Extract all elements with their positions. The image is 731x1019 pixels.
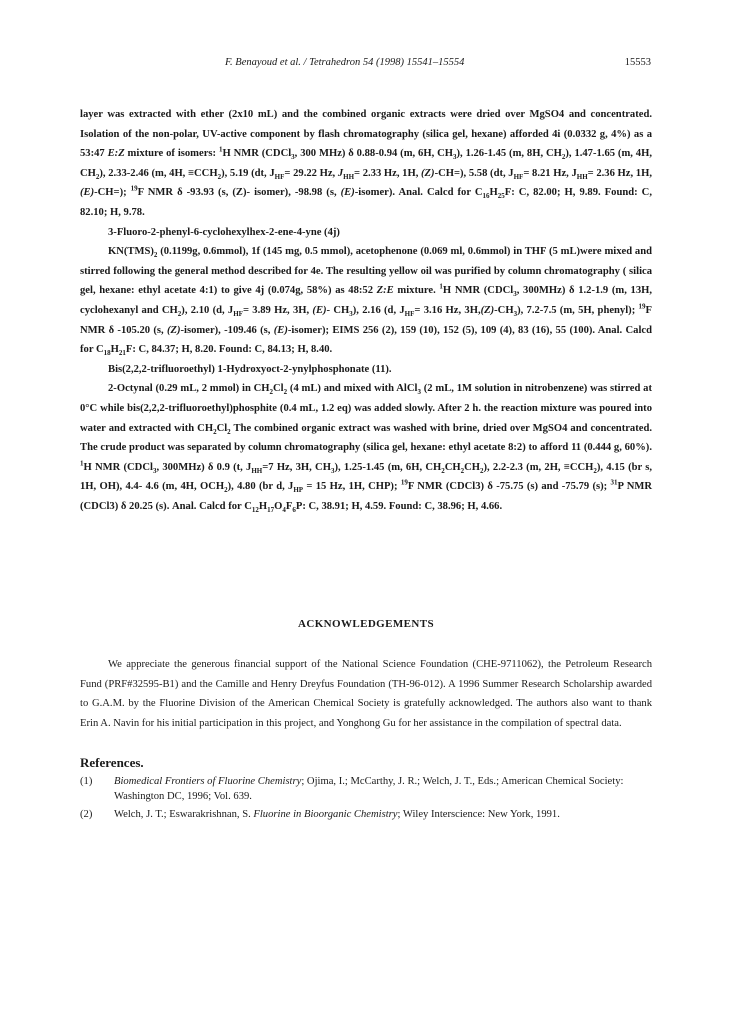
text-run: ), 2.10 (d, J [181, 304, 234, 316]
text-run: 2-Octynal (0.29 mL, 2 mmol) in CH [108, 383, 270, 395]
paragraph-4j [80, 242, 652, 360]
page-number: 15553 [624, 57, 651, 68]
text-run: (0.444 g, 60%). [581, 442, 652, 454]
isomer-label: (E) [80, 187, 95, 199]
text-run: -CH=), 5.58 (dt, J [434, 167, 514, 179]
acknowledgements-text: We appreciate the generous financial support of the National Science Foundation (CHE-9711062), the Petroleum Research Fund (PRF#32595-B1) and the Camille and Henry Dreyfus Foundation (TH-96-012). A 1996 Summer Research Scholarship awarded to G.A.M. by the Fluorine Division of the American Chemical Society is gratefully acknowledged. The authors also want to thank Erin A. Navin for his initial participation in this project, and Yonghong Gu for her assistance in the compilation of spectral data. [80, 659, 652, 729]
text-run: O [274, 500, 283, 512]
isomer-ratio: E:Z [107, 148, 125, 160]
reference-number: (2) [80, 809, 93, 820]
text-run: mixture of isomers: [124, 148, 219, 160]
reference-authors: Welch, J. T.; Eswarakrishnan, S. [114, 809, 254, 820]
text-run: chromatography (silica gel, hexane: ethyl acetate 8:2) to afford [284, 442, 572, 454]
text-run: 4.6 (m, 4H, OCH [145, 481, 225, 493]
text-run: After 2 h. the reaction mixture was poured into water and extracted with CH [80, 402, 652, 434]
text-run: (0.0332 g, 4%) as a 53:47 [80, 128, 652, 160]
text-run: The combined organic extract [230, 422, 371, 434]
subscript: 2 [283, 388, 288, 397]
text-run: , 300MHz) δ [156, 461, 214, 473]
text-run: CH [464, 461, 481, 473]
subscript: 2 [269, 388, 274, 397]
compound-title-11: Bis(2,2,2-trifluoroethyl) 1-Hydroxyoct-2-ynylphosphonate (11). [108, 363, 392, 375]
subscript: 3 [291, 153, 295, 162]
subscript: 2 [153, 251, 158, 260]
text-run: ), 5.19 (dt, J [221, 167, 275, 179]
text-run: CH [437, 148, 454, 160]
page-header [80, 57, 651, 73]
subscript: 2 [177, 310, 182, 319]
subscript: 3 [152, 466, 157, 475]
subscript: 2 [213, 427, 217, 436]
isomer-ratio: Z:E [376, 285, 394, 297]
text-run: H [258, 500, 268, 512]
text-run: (0.074g, 58%) as 48:52 [264, 285, 377, 297]
text-run: ), 1.26-1.45 (m, 8H, CH [456, 148, 562, 160]
text-run: nitrobenzene) was stirred at 0°C while bis(2,2,2-trifluoroethyl)phosphite (0.4 mL, 1.2 eq) was added slowly. [80, 383, 653, 414]
text-run: (CDCl3) δ 20.25 (s). Anal. Calcd for C [80, 500, 252, 512]
text-run: = 2.36 Hz, 1H, [587, 167, 652, 179]
text-run: -isomer). Anal. Calcd for C [354, 187, 483, 199]
text-run: -CH=); [94, 187, 131, 199]
subscript: 25 [497, 192, 505, 201]
running-title: F. Benayoud et al. / Tetrahedron 54 (1998) 15541–15554 [225, 57, 465, 68]
text-run: -isomer); EIMS 256 (2), 159 (10), 152 (5), 109 (4), 83 (16), 55 (100). Anal. Calcd for C [80, 324, 652, 356]
isomer-label: (Z) [167, 324, 181, 336]
text-run: F [285, 500, 293, 512]
compound-label: 11 [571, 442, 582, 454]
text-run: H [110, 344, 119, 356]
text-run: ), 2.2-2.3 (m, 2H, ≡CCH [483, 461, 594, 473]
subscript: HP [293, 486, 304, 495]
isomer-label: (E) [273, 324, 288, 336]
text-line: layer was extracted with ether (2x10 mL) and the combined organic extracts were dried over MgSO4 and [80, 109, 586, 120]
text-run: , 300MHz) δ 1.2-1.9 (m, 13H, cyclohexanyl and CH [80, 285, 653, 316]
text-run: CH [333, 304, 350, 316]
compound-title-4j: 3-Fluoro-2-phenyl-6-cyclohexylhex-2-ene-4-yne (4j) [108, 226, 340, 238]
text-run: F NMR (CDCl3) δ -75.75 (s) and -75.79 (s); [407, 481, 611, 493]
compound-label: 4j [255, 285, 265, 297]
text-run: =7 Hz, 3H, CH [262, 461, 331, 473]
subscript: 2 [561, 153, 566, 162]
text-run: Cl [273, 383, 284, 395]
text-run: P: C, 38.91; H, 4.59. Found: C, 38.96; H, 4.66. [295, 500, 503, 512]
text-run: = 29.22 Hz, [284, 167, 336, 179]
text-run: = 3.16 Hz, 3H, [414, 304, 481, 316]
text-run: KN(TMS) [108, 246, 154, 258]
text-run: H [489, 187, 498, 199]
subscript: 2 [224, 486, 228, 495]
text-run: F NMR δ -93.93 (s, (Z)- [137, 187, 251, 199]
text-run: (0.1199g, 0.6mmol), [157, 246, 252, 258]
subscript: 3 [453, 153, 457, 162]
superscript: 19 [638, 302, 646, 311]
reference-details: ; Wiley Interscience: New York, 1991. [397, 809, 560, 820]
reference-title: Biomedical Frontiers of Fluorine Chemistry [114, 776, 302, 787]
subscript: 3 [513, 310, 518, 319]
subscript: 2 [227, 427, 231, 436]
subscript: 17 [267, 505, 275, 514]
subscript: 3 [417, 388, 421, 397]
text-run: F NMR δ -105.20 (s, [80, 304, 652, 336]
isomer-label: (E) [312, 304, 327, 316]
superscript: 31 [610, 478, 618, 487]
compound-label: 4i [552, 128, 561, 140]
reference-title: Fluorine in Bioorganic Chemistry [253, 809, 398, 820]
text-run: H NMR (CDCl [83, 461, 153, 473]
compound-label: 4e [310, 265, 321, 277]
subscript: 2 [480, 466, 484, 475]
text-run: -isomer), -109.46 [180, 324, 257, 336]
text-run: F: C, 82.00; H, 9.89. Found: C, 82.10; H, 9.78. [80, 187, 652, 218]
text-run: (145 mg, 0.5 mmol), acetophenone (0.069 ml, 0.6mmol) in THF (5 [260, 246, 558, 258]
text-run: ), 2.33-2.46 (m, 4H, ≡CCH [99, 167, 218, 179]
subscript: HH [576, 172, 588, 181]
subscript: 16 [482, 192, 490, 201]
subscript: 3 [513, 290, 517, 299]
text-run: = 8.21 Hz, J [523, 167, 577, 179]
text-run: . The resulting yellow oil was purified [320, 265, 491, 277]
compound-label: 1f [251, 246, 261, 258]
superscript: 1 [218, 145, 223, 154]
text-run: was washed with brine, dried over MgSO4 and concentrated. The crude product was separated by column [80, 422, 652, 454]
text-run: mL)were mixed and stirred following the general method described for [80, 246, 653, 277]
subscript: HF [274, 172, 285, 181]
isomer-label: (Z) [480, 304, 495, 316]
text-run: ), 7.2-7.5 (m, 5H, phenyl); [517, 304, 639, 316]
subscript: 2 [95, 172, 100, 181]
subscript: 21 [118, 349, 126, 358]
text-run: F: C, 84.37; [125, 344, 179, 356]
text-run: ), 1.25-1.45 (m, 6H, CH [334, 461, 442, 473]
text-run: , 300 MHz) δ 0.88-0.94 (m, 6H, [294, 148, 435, 160]
subscript: 4 [282, 505, 286, 514]
acknowledgements-heading: ACKNOWLEDGEMENTS [298, 618, 434, 630]
subscript: 3 [349, 310, 353, 319]
text-run: isomer), -98.98 (s, [254, 187, 341, 199]
subscript: 6 [292, 505, 296, 514]
text-run: H, 8.20. Found: C, 84.13; H, 8.40. [181, 344, 333, 356]
experimental-body [80, 105, 652, 516]
text-run: Cl [216, 422, 228, 434]
references-list [80, 775, 652, 827]
reference-item [80, 775, 652, 804]
text-run: -CH [494, 304, 514, 316]
text-run: ), 4.15 (br s, 1H, OH), 4.4- [80, 461, 652, 493]
subscript: HH [251, 466, 263, 475]
subscript: 12 [251, 505, 259, 514]
reference-number: (1) [80, 776, 93, 787]
text-run: by column chromatography ( silica gel, hexane: ethyl acetate 4:1) to give [80, 265, 653, 297]
subscript: 18 [103, 349, 111, 358]
superscript: 1 [439, 282, 443, 291]
text-run: ), 1.47-1.65 (m, 4H, CH [80, 148, 652, 179]
subscript: 2 [460, 466, 465, 475]
subscript: 2 [593, 466, 597, 475]
text-run: = 15 Hz, 1H, CHP); [303, 481, 401, 493]
paragraph-4i [80, 105, 652, 223]
text-run: (2 mL, 1M solution in [420, 383, 523, 395]
subscript: HH [343, 172, 355, 181]
subscript: HF [233, 310, 243, 319]
superscript: 1 [80, 459, 84, 468]
reference-details: ; Ojima, I.; McCarthy, J. R.; Welch, J. T., Eds.; American Chemical Society: Washington DC, 1996; Vol. 639. [114, 776, 624, 802]
text-run: H NMR (CDCl [222, 148, 292, 160]
text-run: 0.9 (t, J [216, 461, 252, 473]
text-line: concentrated. Isolation of the non-polar, UV-active component by flash chromatography (silica gel, hexane) [80, 109, 652, 140]
text-run: = 3.89 Hz, 3H, [242, 304, 313, 316]
text-run: - [326, 304, 331, 316]
subscript: HF [513, 172, 524, 181]
text-run: ), 4.80 (br d, J [227, 481, 294, 493]
text-run: afforded [509, 128, 553, 140]
text-run: P NMR [617, 481, 652, 493]
isomer-label: (Z) [421, 167, 435, 179]
text-run: ), 2.16 (d, J [352, 304, 405, 316]
coupling-symbol: J [337, 167, 344, 179]
subscript: 3 [330, 466, 335, 475]
references-heading: References. [80, 755, 144, 770]
text-run: = 2.33 Hz, 1H, [354, 167, 422, 179]
subscript: 2 [441, 466, 445, 475]
subscript: 2 [217, 172, 222, 181]
superscript: 19 [400, 478, 408, 487]
subscript: HF [404, 310, 415, 319]
text-run: H NMR (CDCl [442, 285, 514, 297]
text-run: (4 mL) and mixed with AlCl [287, 383, 418, 395]
text-run: CH [444, 461, 461, 473]
paragraph-11 [80, 379, 652, 516]
superscript: 19 [130, 184, 138, 193]
text-run: mixture. [397, 285, 440, 297]
isomer-label: (E) [340, 187, 355, 199]
reference-item [80, 808, 652, 823]
text-run: (s, [260, 324, 274, 336]
